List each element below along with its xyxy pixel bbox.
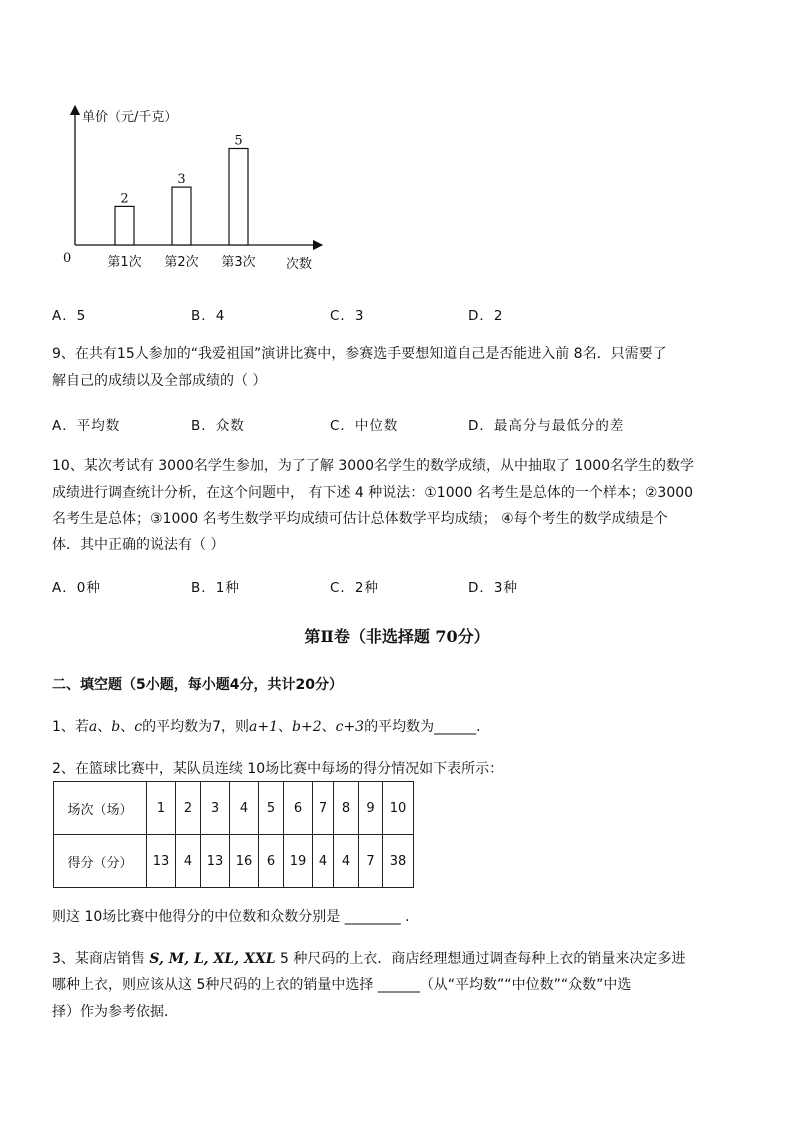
q9-option-c[interactable]: C．中位数 [330, 418, 399, 434]
q10-line-2: 成绩进行调查统计分析，在这个问题中， 有下述 4 种说法：①1000 名考生是总体的一个样本；②3000 [52, 485, 694, 501]
table-cell: 13 [147, 835, 176, 888]
fill1-answer-blank[interactable]: ______ [434, 719, 477, 735]
q10-option-c[interactable]: C．2种 [330, 580, 380, 596]
bar-2 [172, 187, 191, 245]
fill1-end: . [476, 719, 481, 735]
table-cell: 38 [383, 835, 414, 888]
fill2-after: 则这 10场比赛中他得分的中位数和众数分别是 ________ . [52, 909, 410, 925]
fill1-sep4: 、 [321, 719, 336, 735]
q9-option-b[interactable]: B．众数 [191, 418, 245, 434]
table-row-scores [54, 835, 414, 888]
fill1-sep2: 、 [120, 719, 135, 735]
row-header-games: 场次（场） [54, 782, 147, 835]
bar-3 [229, 149, 248, 246]
q8-option-a[interactable]: A．5 [52, 308, 87, 324]
q10-line-3: 名考生是总体；③1000 名考生数学平均成绩可估计总体数学平均成绩； ④每个考生的数学成绩是个 [52, 511, 668, 527]
q8-option-c[interactable]: C．3 [330, 308, 365, 324]
bar-chart [0, 0, 794, 290]
score-table [53, 781, 414, 888]
fill3-line1-suffix: 5 种尺码的上衣．商店经理想通过调查每种上衣的销量来决定多进 [275, 951, 686, 967]
origin-label: 0 [63, 251, 72, 266]
table-cell: 3 [201, 782, 230, 835]
q9-line-2: 解自己的成绩以及全部成绩的（ ） [52, 373, 267, 389]
fill3-line1-prefix: 3、某商店销售 [52, 951, 150, 967]
table-cell: 9 [359, 782, 383, 835]
fill1-line [52, 716, 481, 736]
q8-option-b[interactable]: B．4 [191, 308, 226, 324]
q10-line-4: 体．其中正确的说法有（ ） [52, 537, 225, 553]
x-tick-label-2: 第2次 [164, 255, 199, 270]
table-cell: 4 [313, 835, 334, 888]
table-cell: 16 [230, 835, 259, 888]
fill1-sep3: 、 [278, 719, 292, 735]
table-cell: 13 [201, 835, 230, 888]
q10-line-1: 10、某次考试有 3000名学生参加，为了了解 3000名学生的数学成绩，从中抽取了 1000名学生的数学 [52, 458, 695, 474]
q10-option-b[interactable]: B．1种 [191, 580, 240, 596]
section2-heading: 二、填空题（5小题，每小题4分，共计20分） [52, 677, 343, 693]
x-tick-label-1: 第1次 [107, 255, 142, 270]
y-axis-label: 单价（元/千克） [82, 110, 178, 125]
var-c: c [134, 719, 143, 735]
x-tick-label-3: 第3次 [221, 255, 256, 270]
table-cell: 8 [334, 782, 359, 835]
table-cell: 5 [259, 782, 284, 835]
q9-option-a[interactable]: A．平均数 [52, 418, 121, 434]
size-list: S, M, L, XL, XXL [149, 951, 276, 967]
table-cell: 6 [284, 782, 313, 835]
fill1-prefix: 1、若 [52, 719, 89, 735]
fill3-line-2: 哪种上衣，则应该从这 5种尺码的上衣的销量中选择 ______（从“平均数”“中位数”“众数”中选 [52, 977, 632, 993]
table-cell: 6 [259, 835, 284, 888]
expr-a-plus-1: a+1 [249, 719, 278, 735]
table-cell: 2 [176, 782, 201, 835]
x-axis-label: 次数 [286, 257, 313, 272]
fill3-line-1 [52, 948, 685, 968]
table-cell: 7 [359, 835, 383, 888]
var-a: a [88, 719, 98, 735]
table-cell: 7 [313, 782, 334, 835]
table-cell: 4 [230, 782, 259, 835]
var-b: b [111, 719, 121, 735]
q10-option-a[interactable]: A．0种 [52, 580, 101, 596]
q9-line-1: 9、在共有15人参加的“我爱祖国”演讲比赛中，参赛选手要想知道自己是否能进入前 8名．只需要了 [52, 346, 667, 362]
q10-option-d[interactable]: D．3种 [468, 580, 518, 596]
table-cell: 19 [284, 835, 313, 888]
fill2-intro: 2、在篮球比赛中，某队员连续 10场比赛中每场的得分情况如下表所示： [52, 761, 504, 777]
table-cell: 10 [383, 782, 414, 835]
table-cell: 4 [176, 835, 201, 888]
fill1-mid: 的平均数为7，则 [142, 719, 250, 735]
bar-1 [115, 206, 134, 245]
row-header-scores: 得分（分） [54, 835, 147, 888]
table-cell: 4 [334, 835, 359, 888]
expr-b-plus-2: b+2 [292, 719, 322, 735]
fill1-sep1: 、 [97, 719, 112, 735]
q9-option-d[interactable]: D．最高分与最低分的差 [468, 418, 625, 434]
expr-c-plus-3: c+3 [335, 719, 365, 735]
part2-title: 第Ⅱ卷（非选择题 70分） [304, 627, 490, 646]
bar-value-label-3: 5 [234, 133, 243, 149]
table-row-games [54, 782, 414, 835]
bar-value-label-1: 2 [120, 191, 129, 207]
bar-value-label-2: 3 [177, 172, 186, 188]
fill3-line-3: 择）作为参考依据． [52, 1004, 178, 1020]
q8-option-d[interactable]: D．2 [468, 308, 504, 324]
table-cell: 1 [147, 782, 176, 835]
fill1-suffix: 的平均数为 [364, 719, 435, 735]
